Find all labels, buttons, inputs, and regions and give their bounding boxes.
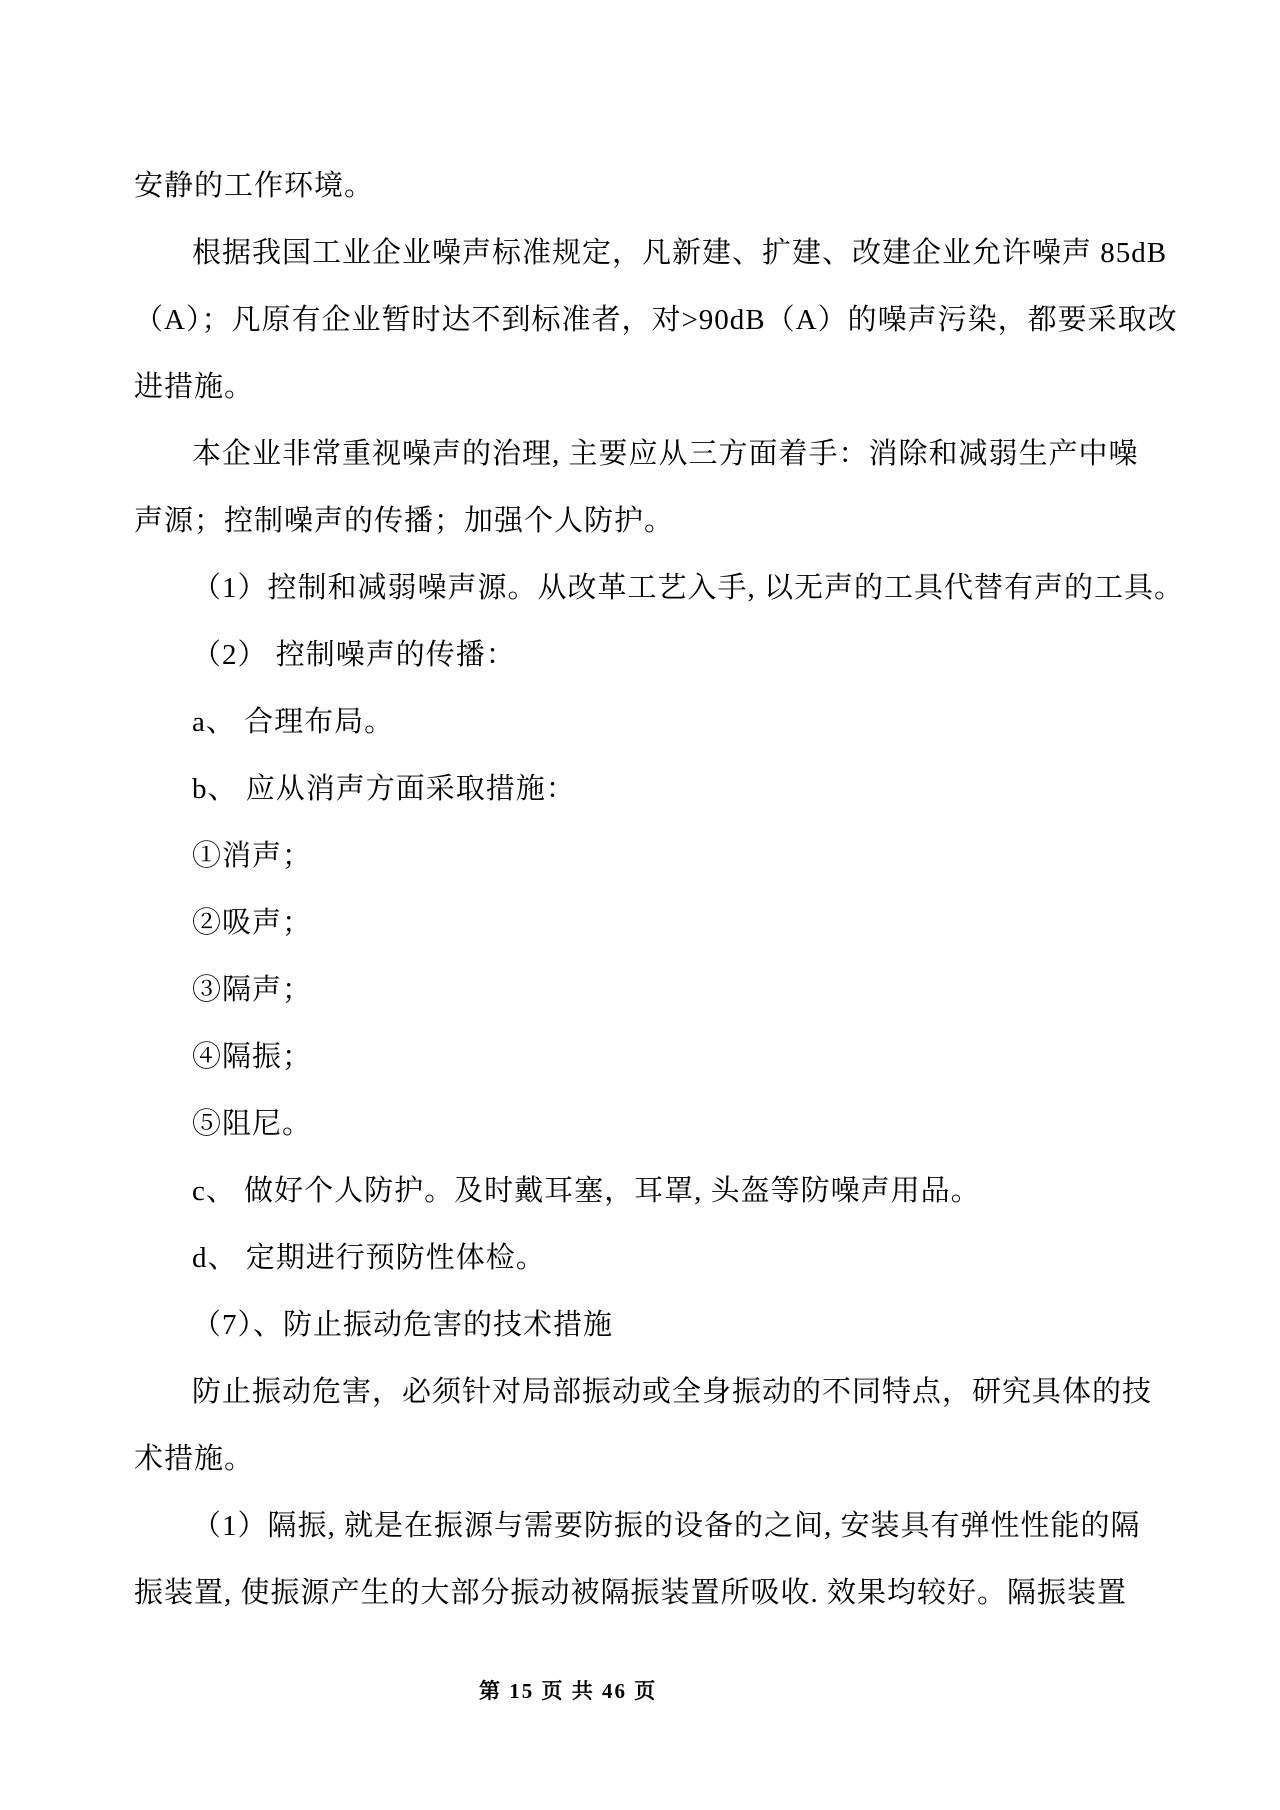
text-line: ③隔声； [192,974,313,1006]
text-line: ④隔振； [192,1041,313,1073]
text-line: （1）隔振, 就是在振源与需要防振的设备的之间, 安装具有弹性性能的隔 [192,1510,1141,1542]
text-line: ②吸声； [192,907,313,939]
page-number-footer: 第 15 页 共 46 页 [479,1679,658,1703]
text-line: 进措施。 [134,371,255,403]
text-line: （2） 控制噪声的传播： [192,639,516,671]
text-line: ⑤阻尼。 [192,1108,313,1140]
text-line: 根据我国工业企业噪声标准规定，凡新建、扩建、改建企业允许噪声 85dB [192,237,1168,269]
text-line: （A）；凡原有企业暂时达不到标准者，对>90dB（A）的噪声污染，都要采取改 [134,304,1178,336]
text-line: 防止振动危害，必须针对局部振动或全身振动的不同特点，研究具体的技 [192,1376,1153,1408]
text-line: 振装置, 使振源产生的大部分振动被隔振装置所吸收. 效果均较好。隔振装置 [134,1577,1128,1609]
text-line: 声源；控制噪声的传播；加强个人防护。 [134,505,675,537]
text-line: 术措施。 [134,1443,255,1475]
text-line: （1）控制和减弱噪声源。从改革工艺入手, 以无声的工具代替有声的工具。 [192,572,1185,604]
text-line: b、 应从消声方面采取措施： [192,773,576,805]
text-line: ①消声； [192,840,313,872]
text-line: c、 做好个人防护。及时戴耳塞，耳罩, 头盔等防噪声用品。 [192,1175,981,1207]
text-line: a、 合理布局。 [192,706,395,738]
text-line: d、 定期进行预防性体检。 [192,1242,546,1274]
document-body [134,153,1220,1627]
text-line: （7）、防止振动危害的技术措施 [192,1309,614,1341]
text-line: 本企业非常重视噪声的治理, 主要应从三方面着手：消除和减弱生产中噪 [192,438,1139,470]
text-line: 安静的工作环境。 [134,170,375,202]
